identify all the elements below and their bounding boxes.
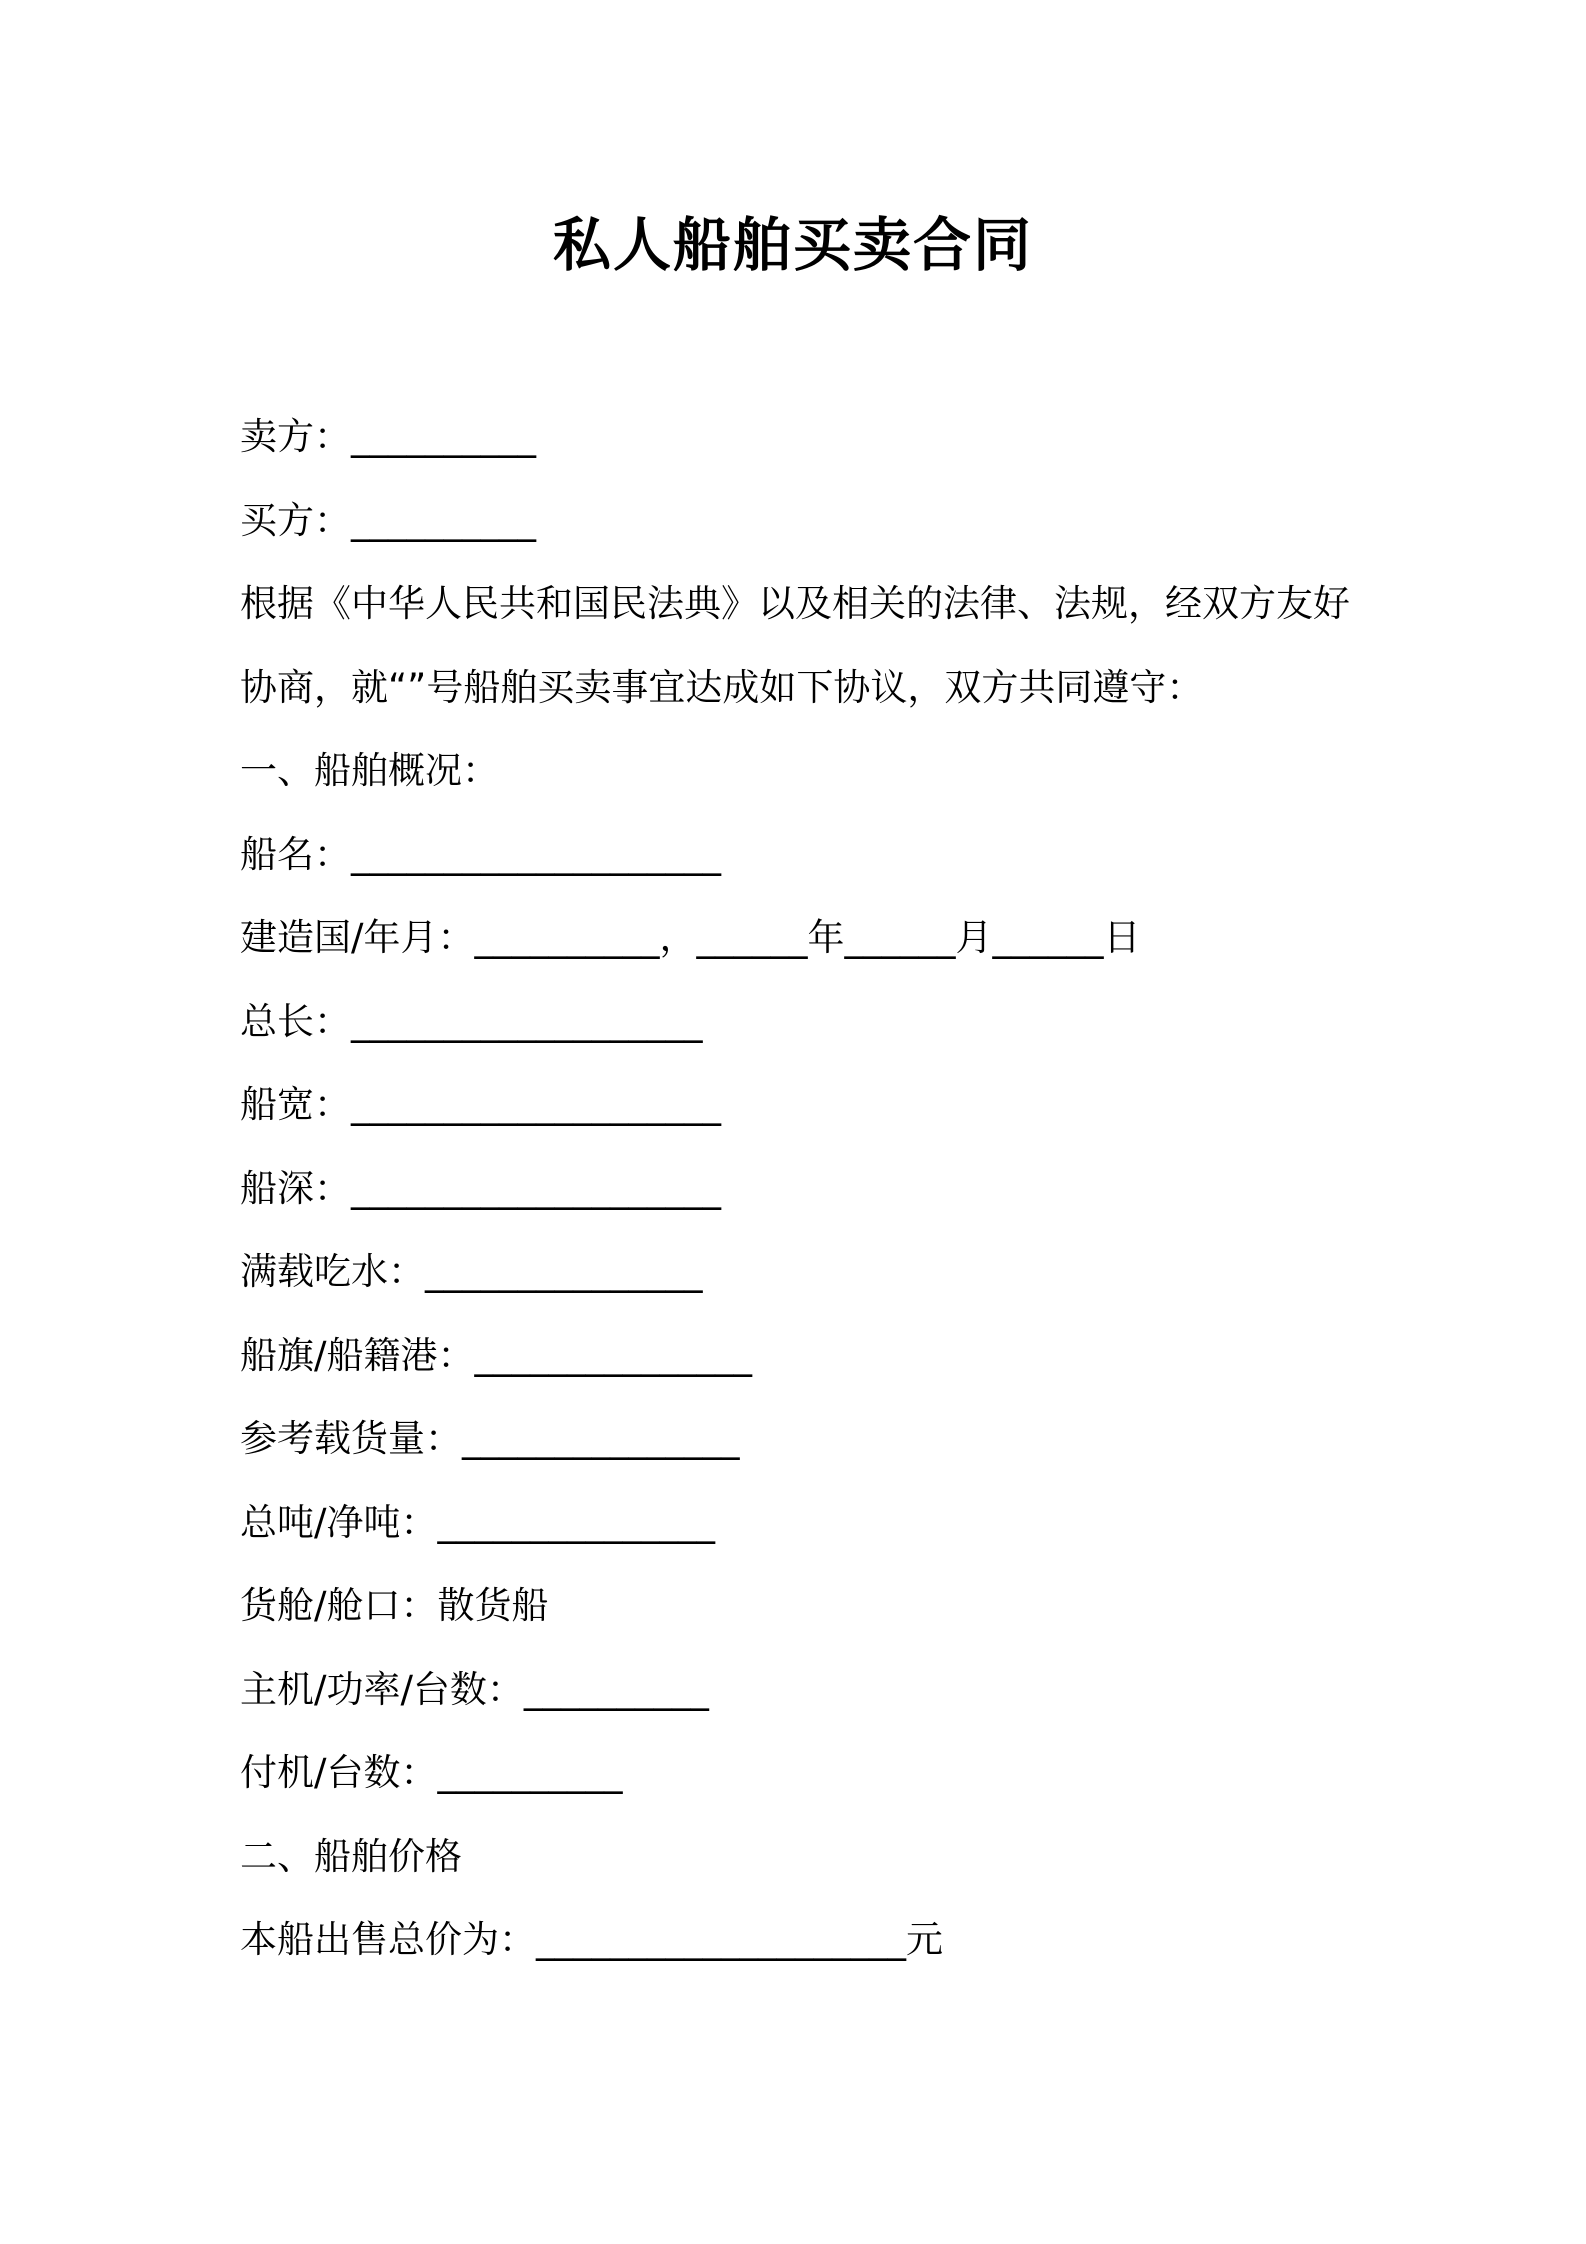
preamble-line-1: 根据《中华人民共和国民法典》以及相关的法律、法规，经双方友好 xyxy=(240,582,1350,625)
build-country-date-field: 建造国/年月：__________，______年______月______日 xyxy=(240,916,1141,959)
preamble-line-2: 协商，就“”号船舶买卖事宜达成如下协议，双方共同遵守： xyxy=(240,666,1204,709)
section-heading-vessel-overview: 一、船舶概况： xyxy=(240,749,499,792)
overall-length-field: 总长：___________________ xyxy=(240,1000,703,1043)
main-engine-field: 主机/功率/台数：__________ xyxy=(240,1668,709,1711)
total-price-field: 本船出售总价为：____________________元 xyxy=(240,1918,943,1961)
seller-field: 卖方：__________ xyxy=(240,415,536,458)
section-heading-vessel-price: 二、船舶价格 xyxy=(240,1835,462,1878)
beam-field: 船宽：____________________ xyxy=(240,1083,721,1126)
document-title: 私人船舶买卖合同 xyxy=(552,211,1033,279)
depth-field: 船深：____________________ xyxy=(240,1167,721,1210)
vessel-name-field: 船名：____________________ xyxy=(240,833,721,876)
gross-net-tonnage-field: 总吨/净吨：_______________ xyxy=(240,1501,715,1544)
full-load-draft-field: 满载吃水：_______________ xyxy=(240,1250,703,1293)
reference-cargo-capacity-field: 参考载货量：_______________ xyxy=(240,1417,740,1460)
auxiliary-engine-field: 付机/台数：__________ xyxy=(240,1751,623,1794)
flag-port-field: 船旗/船籍港：_______________ xyxy=(240,1334,752,1377)
cargo-hold-hatch-field: 货舱/舱口：散货船 xyxy=(240,1584,549,1627)
buyer-field: 买方：__________ xyxy=(240,499,536,542)
